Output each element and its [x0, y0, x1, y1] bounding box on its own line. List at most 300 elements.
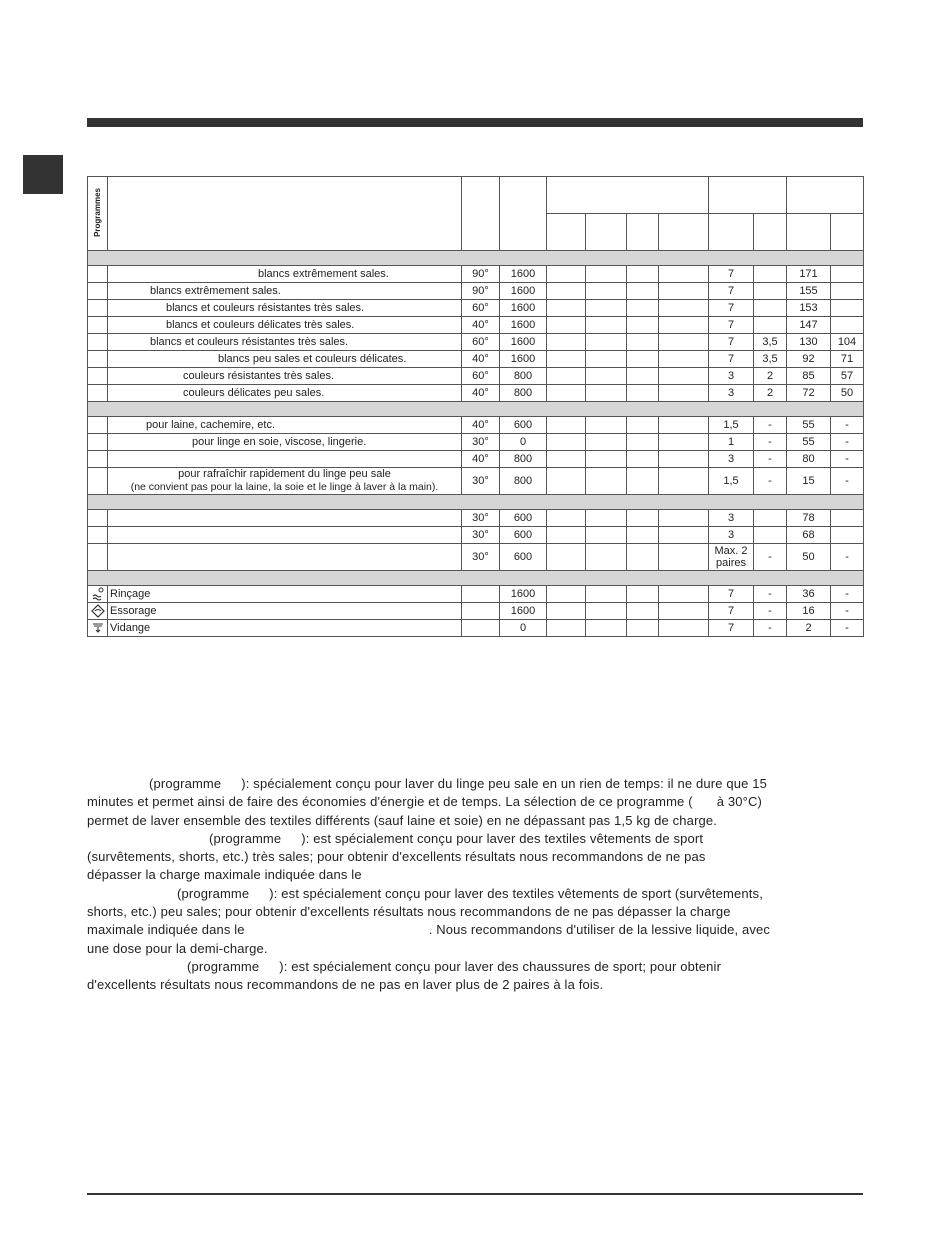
half-duration-cell: [831, 527, 864, 544]
description-cell: [108, 586, 462, 603]
para-text: (programme: [187, 958, 260, 974]
table-row: [88, 603, 864, 620]
description-cell: [108, 434, 462, 451]
temperature-cell: 40°: [462, 351, 500, 368]
footer-rule: [87, 1193, 863, 1195]
half-duration-cell: -: [831, 434, 864, 451]
icon-cell: [88, 385, 108, 402]
detergent-cell: [586, 385, 627, 402]
temperature-cell: [462, 620, 500, 637]
half-duration-cell: -: [831, 468, 864, 495]
description-cell: [108, 317, 462, 334]
spin-cell: 1600: [500, 351, 547, 368]
spin-cell: 1600: [500, 603, 547, 620]
duration-cell: 80: [787, 451, 831, 468]
detergent-cell: [627, 620, 659, 637]
max-load-cell: 1,5: [709, 417, 754, 434]
section-separator-row: [88, 402, 864, 417]
description-text: [108, 512, 110, 524]
detergent-cell: [627, 417, 659, 434]
detergent-cell: [547, 417, 586, 434]
duration-cell: 147: [787, 317, 831, 334]
detergent-cell: [586, 451, 627, 468]
max-load-cell: 7: [709, 603, 754, 620]
detergent-cell: [547, 317, 586, 334]
temperature-cell: 60°: [462, 368, 500, 385]
section-separator: [88, 251, 864, 266]
description-cell: [108, 603, 462, 620]
description-cell: [108, 334, 462, 351]
spin-cell: 800: [500, 451, 547, 468]
max-load-cell: 3: [709, 527, 754, 544]
description-cell: [108, 620, 462, 637]
description-text: couleurs délicates peu sales.: [183, 387, 325, 399]
detergent-cell: [659, 300, 709, 317]
section-separator: [88, 571, 864, 586]
detergent-cell: [586, 544, 627, 571]
detergent-cell: [586, 351, 627, 368]
programmes-header: Programmes: [93, 187, 102, 237]
section-separator-row: [88, 251, 864, 266]
max-load-text: Max. 2: [714, 545, 748, 557]
max-load-cell: 3: [709, 510, 754, 527]
para-text: une dose pour la demi-charge.: [87, 940, 268, 956]
spin-cell: 800: [500, 468, 547, 495]
description-cell: [108, 451, 462, 468]
spin-cell: 1600: [500, 300, 547, 317]
half-load-cell: -: [754, 603, 787, 620]
detergent-cell: [547, 334, 586, 351]
max-load-cell: 7: [709, 351, 754, 368]
table-row: [88, 351, 864, 368]
half-duration-cell: 50: [831, 385, 864, 402]
half-load-cell: [754, 300, 787, 317]
icon-cell: [88, 334, 108, 351]
half-load-cell: 3,5: [754, 334, 787, 351]
detergent-cell: [627, 368, 659, 385]
duration-cell: 68: [787, 527, 831, 544]
half-duration-cell: [831, 283, 864, 300]
icon-cell: [88, 451, 108, 468]
duration-header-cell: [787, 177, 864, 214]
half-load-cell: 2: [754, 385, 787, 402]
spin-cell: 800: [500, 368, 547, 385]
half-load-cell: [754, 527, 787, 544]
detergent-cell: [659, 620, 709, 637]
description-cell: [108, 266, 462, 283]
detergent-cell: [586, 527, 627, 544]
detergent-cell: [547, 603, 586, 620]
programme-descriptions: [87, 775, 863, 995]
subheader-cell: [586, 214, 627, 251]
half-duration-cell: -: [831, 451, 864, 468]
temperature-cell: 60°: [462, 300, 500, 317]
max-load-cell: 3: [709, 368, 754, 385]
half-load-cell: 2: [754, 368, 787, 385]
duration-cell: 55: [787, 417, 831, 434]
spin-cell: 600: [500, 417, 547, 434]
detergent-cell: [586, 434, 627, 451]
description-text: blancs et couleurs délicates très sales.: [166, 319, 355, 331]
temperature-cell: 40°: [462, 451, 500, 468]
detergent-cell: [659, 351, 709, 368]
spin-cell: 600: [500, 527, 547, 544]
description-text: [108, 529, 110, 541]
icon-cell: [88, 300, 108, 317]
temperature-cell: 30°: [462, 434, 500, 451]
half-load-cell: -: [754, 620, 787, 637]
detergent-cell: [659, 317, 709, 334]
para-text: dépasser la charge maximale indiquée dans le: [87, 867, 362, 883]
icon-cell: [88, 603, 108, 620]
detergent-cell: [586, 283, 627, 300]
duration-cell: 92: [787, 351, 831, 368]
icon-cell: [88, 620, 108, 637]
temperature-cell: [462, 603, 500, 620]
table-row: [88, 510, 864, 527]
max-load-cell: 7: [709, 283, 754, 300]
function-label: Vidange: [110, 622, 151, 634]
detergent-cell: [586, 266, 627, 283]
icon-cell: [88, 283, 108, 300]
subheader-cell: [627, 214, 659, 251]
description-header-cell: [108, 177, 462, 251]
spin-header-cell: [500, 177, 547, 251]
detergent-cell: [627, 300, 659, 317]
detergent-cell: [627, 451, 659, 468]
table-row: [88, 434, 864, 451]
section-separator-row: [88, 495, 864, 510]
description-text: blancs extrêmement sales.: [150, 285, 281, 297]
icon-cell: [88, 417, 108, 434]
subheader-cell: [754, 214, 787, 251]
half-load-cell: -: [754, 434, 787, 451]
detergent-cell: [627, 317, 659, 334]
spin-cell: 1600: [500, 334, 547, 351]
detergent-cell: [547, 544, 586, 571]
detergent-cell: [547, 527, 586, 544]
description-text: couleurs résistantes très sales.: [183, 370, 335, 382]
para-text: shorts, etc.) peu sales; pour obtenir d'excellents résultats nous recommandons de ne pas dépasser la charge: [87, 904, 731, 920]
detergent-cell: [659, 283, 709, 300]
duration-cell: 130: [787, 334, 831, 351]
icon-cell: [88, 351, 108, 368]
para-text: (programme: [177, 885, 250, 901]
icon-cell: [88, 527, 108, 544]
drain-icon: [88, 621, 107, 635]
para-text: maximale indiquée dans le: [87, 922, 245, 938]
half-duration-cell: [831, 266, 864, 283]
detergent-cell: [547, 620, 586, 637]
detergent-cell: [586, 620, 627, 637]
temperature-cell: 30°: [462, 468, 500, 495]
description-cell: [108, 510, 462, 527]
description-text: pour linge en soie, viscose, lingerie.: [192, 436, 367, 448]
table-row: [88, 368, 864, 385]
detergent-cell: [547, 468, 586, 495]
spin-cell: 1600: [500, 317, 547, 334]
language-tab-marker: [23, 155, 63, 194]
detergent-cell: [659, 385, 709, 402]
detergent-cell: [627, 468, 659, 495]
half-duration-cell: 57: [831, 368, 864, 385]
temperature-cell: 40°: [462, 317, 500, 334]
icon-cell: [88, 266, 108, 283]
half-load-cell: [754, 283, 787, 300]
half-load-cell: [754, 510, 787, 527]
half-duration-cell: [831, 510, 864, 527]
description-cell: [108, 544, 462, 571]
detergent-cell: [547, 434, 586, 451]
para-text: ): est spécialement conçu pour laver des chaussures de sport; pour obtenir: [279, 958, 722, 974]
duration-cell: 78: [787, 510, 831, 527]
half-load-cell: -: [754, 451, 787, 468]
table-row: [88, 586, 864, 603]
para-text: ): est spécialement conçu pour laver des textiles vêtements de sport: [301, 830, 704, 846]
temperature-header-cell: [462, 177, 500, 251]
programmes-header-cell: [88, 177, 108, 251]
detergent-cell: [659, 266, 709, 283]
duration-cell: 50: [787, 544, 831, 571]
max-load-cell: 1: [709, 434, 754, 451]
half-load-cell: -: [754, 417, 787, 434]
half-duration-cell: -: [831, 586, 864, 603]
spin-icon: [88, 604, 107, 618]
duration-cell: 16: [787, 603, 831, 620]
max-load-header-cell: [709, 177, 787, 214]
detergent-cell: [627, 283, 659, 300]
detergent-cell: [627, 434, 659, 451]
icon-cell: [88, 510, 108, 527]
icon-cell: [88, 586, 108, 603]
half-load-cell: [754, 266, 787, 283]
description-note: (ne convient pas pour la laine, la soie et le linge à laver à la main).: [130, 481, 439, 493]
detergent-cell: [586, 317, 627, 334]
spin-cell: 1600: [500, 586, 547, 603]
subheader-cell: [831, 214, 864, 251]
table-row: [88, 385, 864, 402]
temperature-cell: 90°: [462, 283, 500, 300]
para-text: ): est spécialement conçu pour laver des textiles vêtements de sport (survêtements,: [269, 885, 763, 901]
half-load-cell: -: [754, 586, 787, 603]
detergent-cell: [547, 266, 586, 283]
half-duration-cell: -: [831, 620, 864, 637]
temperature-cell: 40°: [462, 417, 500, 434]
duration-cell: 55: [787, 434, 831, 451]
section-separator: [88, 402, 864, 417]
half-duration-cell: 104: [831, 334, 864, 351]
icon-cell: [88, 317, 108, 334]
table-row: [88, 334, 864, 351]
half-duration-cell: [831, 300, 864, 317]
section-separator-row: [88, 571, 864, 586]
temperature-cell: 30°: [462, 510, 500, 527]
detergent-cell: [586, 510, 627, 527]
max-load-cell: 7: [709, 317, 754, 334]
table-row: [88, 283, 864, 300]
detergent-cell: [659, 468, 709, 495]
subheader-cell: [709, 214, 754, 251]
detergent-cell: [627, 351, 659, 368]
spin-cell: 1600: [500, 266, 547, 283]
spin-cell: 0: [500, 620, 547, 637]
table-row: [88, 620, 864, 637]
detergent-cell: [586, 468, 627, 495]
description-cell: [108, 417, 462, 434]
max-load-cell: 7: [709, 620, 754, 637]
max-load-cell: 3: [709, 385, 754, 402]
spin-cell: 0: [500, 434, 547, 451]
half-duration-cell: -: [831, 417, 864, 434]
description-text: blancs peu sales et couleurs délicates.: [218, 353, 407, 365]
max-load-cell: 7: [709, 586, 754, 603]
half-load-cell: 3,5: [754, 351, 787, 368]
max-load-cell: [709, 544, 754, 571]
max-load-cell: 7: [709, 300, 754, 317]
duration-cell: 153: [787, 300, 831, 317]
half-load-cell: -: [754, 468, 787, 495]
detergent-cell: [627, 544, 659, 571]
detergent-cell: [627, 586, 659, 603]
table-row: [88, 468, 864, 495]
detergent-cell: [659, 368, 709, 385]
temperature-cell: 30°: [462, 544, 500, 571]
detergent-cell: [547, 368, 586, 385]
para-text: (survêtements, shorts, etc.) très sales; pour obtenir d'excellents résultats nous recommandons de ne pas: [87, 849, 706, 865]
duration-cell: 171: [787, 266, 831, 283]
detergent-cell: [659, 586, 709, 603]
detergent-cell: [586, 334, 627, 351]
detergent-cell: [659, 510, 709, 527]
programmes-table: [87, 176, 864, 637]
para-text: d'excellents résultats nous recommandons de ne pas en laver plus de 2 paires à la fois.: [87, 977, 604, 993]
description-text: pour laine, cachemire, etc.: [146, 419, 276, 431]
para-text: à 30°C): [716, 794, 762, 810]
detergent-cell: [659, 417, 709, 434]
section-separator: [88, 495, 864, 510]
half-duration-cell: [831, 317, 864, 334]
subheader-cell: [659, 214, 709, 251]
para-text: permet de laver ensemble des textiles différents (sauf laine et soie) en ne dépassant pas 1,5 kg de charge.: [87, 812, 718, 828]
table-row: [88, 544, 864, 571]
table-row: [88, 451, 864, 468]
table-row: [88, 266, 864, 283]
function-label: Essorage: [110, 605, 157, 617]
detergent-cell: [627, 603, 659, 620]
para-text: (programme: [209, 830, 282, 846]
para-text: minutes et permet ainsi de faire des économies d'énergie et de temps. La sélection de ce programme (: [87, 794, 693, 810]
duration-cell: 2: [787, 620, 831, 637]
max-load-cell: 1,5: [709, 468, 754, 495]
detergent-cell: [659, 527, 709, 544]
detergent-cell: [627, 334, 659, 351]
description-text: blancs extrêmement sales.: [258, 268, 389, 280]
para-text: . Nous recommandons d'utiliser de la lessive liquide, avec: [428, 922, 771, 938]
description-cell: [108, 527, 462, 544]
detergent-cell: [547, 586, 586, 603]
temperature-cell: 90°: [462, 266, 500, 283]
detergents-header-cell: [547, 177, 709, 214]
rinse-icon: [88, 587, 107, 601]
description-text: blancs et couleurs résistantes très sales.: [166, 302, 365, 314]
spin-cell: 600: [500, 510, 547, 527]
detergent-cell: [627, 527, 659, 544]
duration-cell: 155: [787, 283, 831, 300]
header-bar: [87, 118, 863, 127]
half-duration-cell: 71: [831, 351, 864, 368]
half-load-cell: [754, 317, 787, 334]
detergent-cell: [547, 385, 586, 402]
detergent-cell: [547, 300, 586, 317]
description-cell: [108, 351, 462, 368]
max-load-cell: 7: [709, 334, 754, 351]
function-label: Rinçage: [110, 588, 151, 600]
detergent-cell: [586, 417, 627, 434]
description-cell: [108, 283, 462, 300]
detergent-cell: [586, 586, 627, 603]
detergent-cell: [586, 603, 627, 620]
description-cell: [108, 300, 462, 317]
detergent-cell: [547, 351, 586, 368]
description-cell: [108, 468, 462, 495]
icon-cell: [88, 434, 108, 451]
table-row: [88, 417, 864, 434]
temperature-cell: 40°: [462, 385, 500, 402]
subheader-cell: [787, 214, 831, 251]
temperature-cell: 60°: [462, 334, 500, 351]
duration-cell: 72: [787, 385, 831, 402]
temperature-cell: [462, 586, 500, 603]
detergent-cell: [659, 334, 709, 351]
detergent-cell: [659, 434, 709, 451]
description-text: pour rafraîchir rapidement du linge peu sale: [178, 468, 391, 480]
description-cell: [108, 385, 462, 402]
detergent-cell: [586, 368, 627, 385]
subheader-cell: [547, 214, 586, 251]
detergent-cell: [627, 266, 659, 283]
detergent-cell: [659, 451, 709, 468]
spin-cell: 600: [500, 544, 547, 571]
icon-cell: [88, 468, 108, 495]
temperature-cell: 30°: [462, 527, 500, 544]
half-duration-cell: -: [831, 603, 864, 620]
duration-cell: 15: [787, 468, 831, 495]
half-duration-cell: -: [831, 544, 864, 571]
detergent-cell: [547, 510, 586, 527]
description-cell: [108, 368, 462, 385]
para-text: (programme: [149, 776, 222, 791]
icon-cell: [88, 544, 108, 571]
max-load-cell: 3: [709, 451, 754, 468]
detergent-cell: [659, 544, 709, 571]
detergent-cell: [547, 283, 586, 300]
duration-cell: 85: [787, 368, 831, 385]
detergent-cell: [627, 510, 659, 527]
spin-cell: 1600: [500, 283, 547, 300]
max-load-cell: 7: [709, 266, 754, 283]
table-row: [88, 300, 864, 317]
half-load-cell: -: [754, 544, 787, 571]
duration-cell: 36: [787, 586, 831, 603]
para-text: ): spécialement conçu pour laver du linge peu sale en un rien de temps: il ne dure que 15: [241, 776, 768, 791]
detergent-cell: [659, 603, 709, 620]
table-row: [88, 317, 864, 334]
description-text: [108, 453, 110, 465]
description-text: blancs et couleurs résistantes très sales.: [150, 336, 349, 348]
max-load-unit: paires: [716, 557, 746, 569]
detergent-cell: [627, 385, 659, 402]
table-row: [88, 527, 864, 544]
